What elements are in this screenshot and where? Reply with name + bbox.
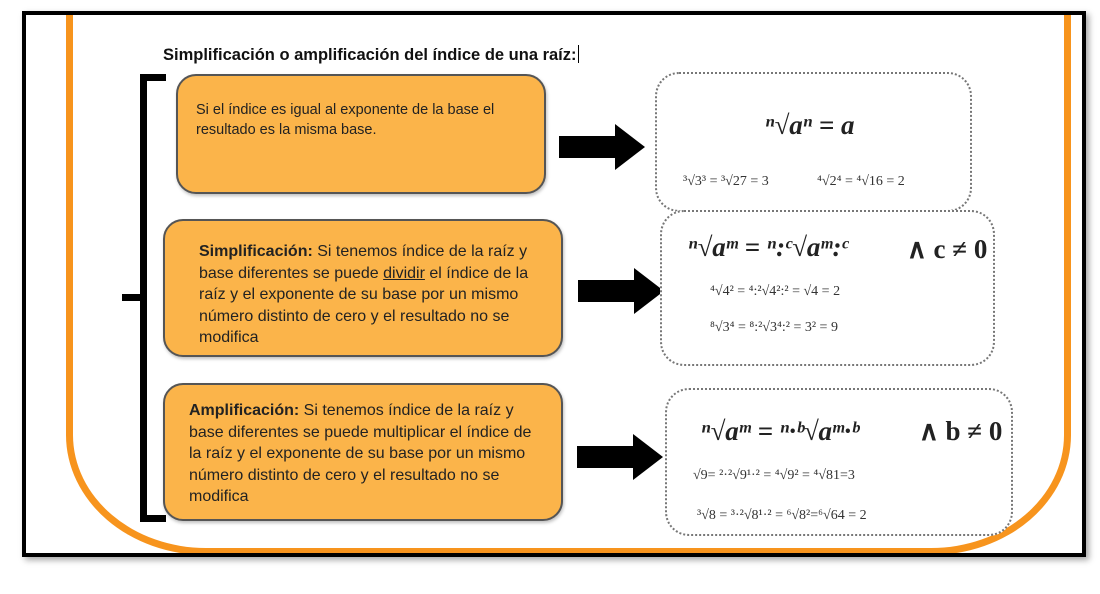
rule-amplification-box: Amplificación: Si tenemos índice de la raíz y base diferentes se puede multiplicar el índice de la raíz y el exponente de su base por un mismo número distinto de cero y el resultado no se modifica [163, 383, 563, 521]
example-2: ³√8 = ³·²√8¹·² = ⁶√8²=⁶√64 = 2 [697, 508, 867, 523]
bracket-bottom [140, 515, 166, 522]
formula-amplification: ⁿ√aᵐ = ⁿ·ᵇ√aᵐ·ᵇ [701, 416, 859, 446]
arrow-right-icon [577, 434, 663, 480]
example-2: ⁴√2⁴ = ⁴√16 = 2 [817, 174, 905, 189]
rule-same-index-text: Si el índice es igual al exponente de la base el resultado es la misma base. [196, 102, 495, 138]
page-title: Simplificación o amplificación del índice de una raíz: [163, 46, 577, 64]
condition-b: ∧ b ≠ 0 [919, 416, 1003, 446]
formula-simplification: ⁿ√aᵐ = ⁿ:ᶜ√aᵐ:ᶜ [688, 232, 849, 262]
arrow-right-icon [578, 268, 664, 314]
example-1: √9= ²·²√9¹·² = ⁴√9² = ⁴√81=3 [693, 468, 855, 483]
example-1: ⁴√4² = ⁴:²√4²:² = √4 = 2 [710, 284, 841, 299]
formula-box-simplification [660, 210, 995, 366]
formula-same-index: ⁿ√aⁿ = a [765, 110, 855, 140]
amplification-heading: Amplificación: [189, 402, 300, 419]
example-1: ³√3³ = ³√27 = 3 [683, 174, 769, 189]
condition-c: ∧ c ≠ 0 [907, 234, 988, 264]
arrow-right-icon [559, 124, 645, 170]
rule-simplification-box: Simplificación: Si tenemos índice de la raíz y base diferentes se puede dividir el índice de la raíz y el exponente de su base por un mismo número distinto de cero y el resultado no se modifica [163, 219, 563, 357]
formula-box-same-index [655, 72, 972, 212]
example-2: ⁸√3⁴ = ⁸:²√3⁴:² = 3² = 9 [710, 320, 838, 335]
bracket-top [140, 74, 166, 81]
simplification-heading: Simplificación: [199, 243, 313, 260]
text-cursor [578, 45, 579, 63]
divide-emphasis: dividir [383, 264, 425, 282]
rule-same-index-box [176, 74, 546, 194]
formula-box-amplification [665, 388, 1013, 536]
bracket-middle [122, 294, 147, 301]
